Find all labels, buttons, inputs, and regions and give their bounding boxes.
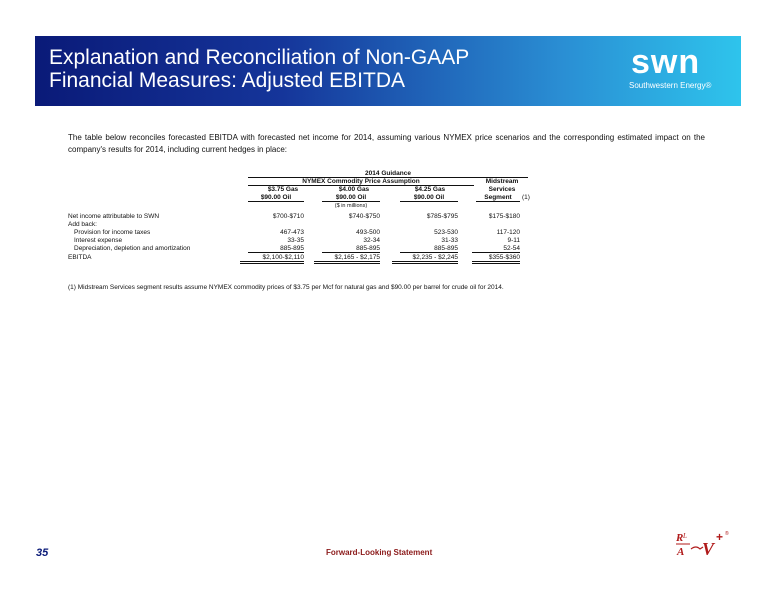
interest-expense-s1: 33-35	[287, 237, 304, 244]
units-label: ($ in millions)	[334, 203, 368, 209]
row-label-ebitda: EBITDA	[68, 254, 92, 261]
row-label-interest-expense: Interest expense	[74, 237, 123, 244]
logo-subtext: Southwestern Energy®	[629, 81, 712, 90]
price-assumption-header: NYMEX Commodity Price Assumption	[248, 178, 474, 186]
midstream-header-1: Midstream	[485, 178, 519, 185]
row-label-dda: Depreciation, depletion and amortization	[74, 245, 191, 252]
rav-plus-logo	[672, 527, 732, 561]
scenario-2-gas: $4.00 Gas	[338, 186, 370, 193]
row-label-net-income: Net income attributable to SWN	[68, 213, 160, 220]
scenario-1-oil: $90.00 Oil	[248, 194, 304, 202]
net-income-s3: $785-$795	[426, 213, 458, 220]
ebitda-midstream: $355-$360	[472, 254, 520, 264]
page-number: 35	[36, 547, 49, 559]
dda-midstream: 52-54	[472, 245, 520, 253]
midstream-header-2: Services	[488, 186, 516, 193]
income-taxes-s2: 493-500	[356, 229, 380, 236]
logo-wordmark: swn	[631, 43, 701, 81]
income-taxes-s3: 523-530	[434, 229, 458, 236]
income-taxes-midstream: 117-120	[496, 229, 520, 236]
svg-text:R: R	[676, 532, 684, 544]
svg-text:A: A	[677, 546, 685, 558]
income-taxes-s1: 467-473	[280, 229, 304, 236]
dda-s3: 885-895	[400, 245, 458, 253]
ebitda-s2: $2,165 - $2,175	[314, 254, 380, 264]
scenario-3-oil: $90.00 Oil	[400, 194, 458, 202]
interest-expense-midstream: 9-11	[507, 237, 520, 244]
interest-expense-s3: 31-33	[441, 237, 458, 244]
net-income-s2: $740-$750	[348, 213, 380, 220]
ebitda-s3: $2,235 - $2,245	[392, 254, 458, 264]
footnote: (1) Midstream Services segment results assume NYMEX commodity prices of $3.75 per Mcf for natural gas and $90.00 per barrel for crude oil for 2014.	[68, 284, 504, 291]
svg-text:V: V	[702, 539, 715, 559]
row-label-add-back: Add back:	[68, 221, 97, 228]
dda-s1: 885-895	[248, 245, 304, 253]
interest-expense-s2: 32-34	[363, 237, 380, 244]
dda-s2: 885-895	[322, 245, 380, 253]
footnote-ref: (1)	[522, 194, 530, 201]
scenario-3-gas: $4.25 Gas	[414, 186, 446, 193]
swn-logo	[627, 43, 717, 94]
ebitda-s1: $2,100-$2,110	[240, 254, 304, 264]
svg-text:L: L	[683, 532, 687, 540]
page-title-line-1: Explanation and Reconciliation of Non-GAAP	[49, 46, 470, 69]
page-title-line-2: Financial Measures: Adjusted EBITDA	[49, 69, 405, 92]
guidance-title: 2014 Guidance	[248, 170, 528, 178]
scenario-1-gas: $3.75 Gas	[267, 186, 299, 193]
net-income-s1: $700-$710	[272, 213, 304, 220]
svg-text:®: ®	[725, 531, 729, 537]
intro-paragraph: The table below reconciles forecasted EBITDA with forecasted net income for 2014, assuming various NYMEX price scenarios and the corresponding estimated impact on the company's results for 2014, including current hedges in place:	[68, 133, 705, 154]
scenario-2-oil: $90.00 Oil	[322, 194, 380, 202]
net-income-midstream: $175-$180	[488, 213, 520, 220]
forward-looking-statement-link[interactable]: Forward-Looking Statement	[326, 548, 433, 557]
title-banner	[35, 36, 741, 106]
row-label-income-taxes: Provision for income taxes	[74, 229, 151, 236]
midstream-header-3: Segment	[476, 194, 520, 202]
svg-text:+: +	[716, 530, 724, 544]
